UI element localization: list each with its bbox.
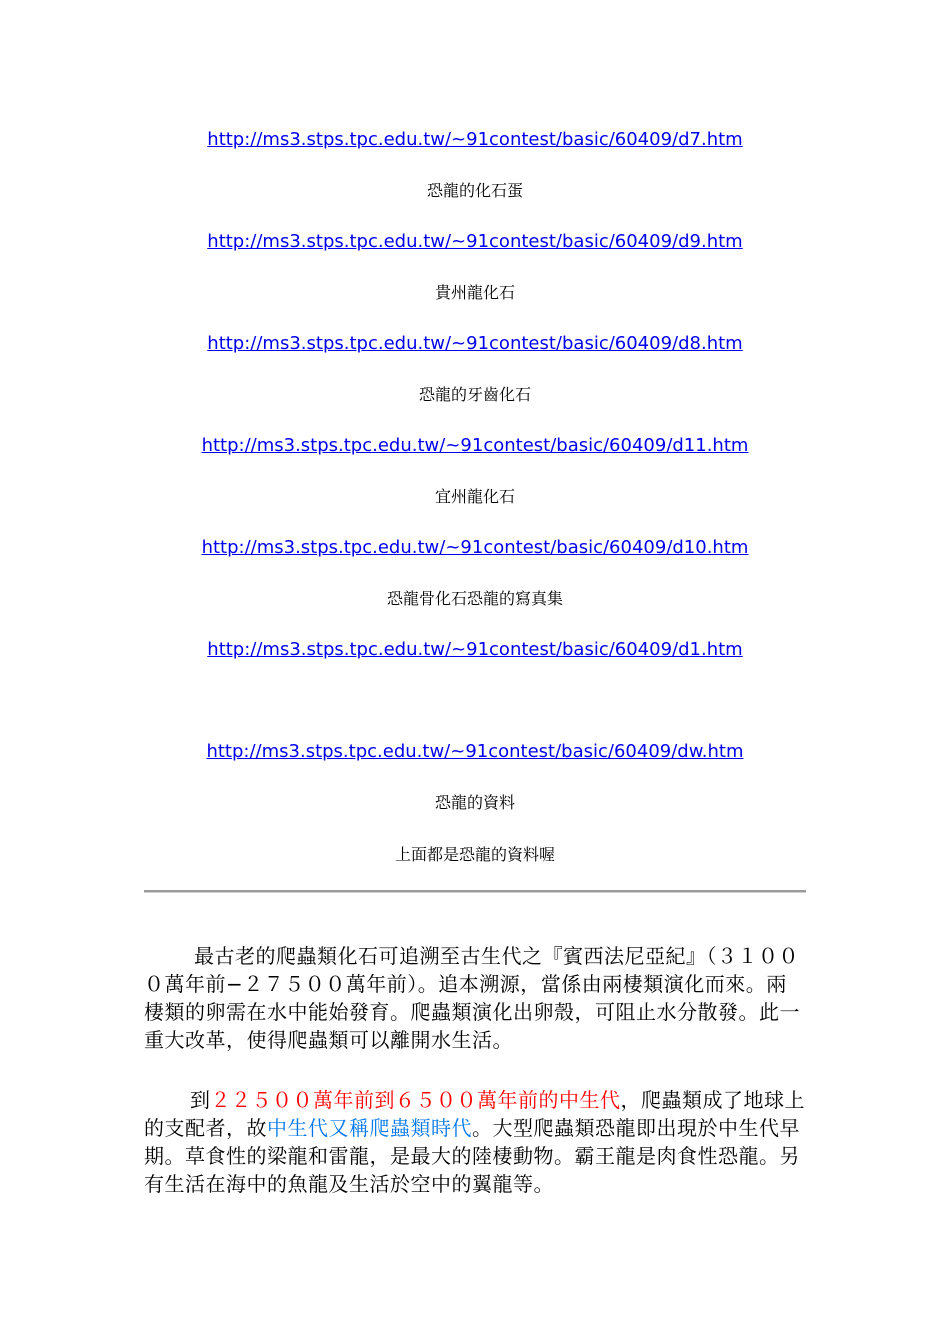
link-row-d11	[0, 434, 950, 458]
para2-highlight-mesozoic-era: ２２５００萬年前到６５００萬年前的中生代	[210, 1088, 621, 1112]
horizontal-rule	[144, 890, 806, 893]
para2-text-2: ，爬蟲類成了地球上的支配者，故	[144, 1088, 805, 1140]
link-d8[interactable]: http://ms3.stps.tpc.edu.tw/~91contest/basic/60409/d8.htm	[207, 333, 743, 354]
link-row-d1	[0, 638, 950, 662]
caption-teeth-fossil: 恐龍的牙齒化石	[418, 385, 531, 404]
caption-yizhou-fossil: 宜州龍化石	[434, 487, 515, 506]
caption-row-d11	[0, 485, 950, 509]
summary-row	[0, 843, 950, 867]
para2-text-1: 到	[190, 1088, 211, 1112]
link-d7[interactable]: http://ms3.stps.tpc.edu.tw/~91contest/basic/60409/d7.htm	[207, 129, 743, 150]
paragraph-mesozoic	[144, 1086, 806, 1198]
caption-row-dw	[0, 791, 950, 815]
caption-row-d9	[0, 281, 950, 305]
para2-text-3: 。大型爬蟲類恐龍即出現於中生代早期。草食性的梁龍和雷龍，是最大的陸棲動物。霸王龍是肉食性恐龍。另有生活在海中的魚龍及生活於空中的翼龍等。	[144, 1116, 800, 1196]
link-row-dw	[0, 740, 950, 764]
caption-row-d7	[0, 179, 950, 203]
link-d11[interactable]: http://ms3.stps.tpc.edu.tw/~91contest/basic/60409/d11.htm	[201, 435, 749, 456]
para2-highlight-reptile-age: 中生代又稱爬蟲類時代	[267, 1116, 472, 1140]
link-row-d9	[0, 230, 950, 254]
link-d9[interactable]: http://ms3.stps.tpc.edu.tw/~91contest/basic/60409/d9.htm	[207, 231, 743, 252]
link-row-d8	[0, 332, 950, 356]
paragraph-reptile-origin: 最古老的爬蟲類化石可追溯至古生代之『賓西法尼亞紀』（３１０００萬年前−２７５００萬年前）。追本溯源，當係由兩棲類演化而來。兩棲類的卵需在水中能始發育。爬蟲類演化出卵殼，可阻止水分散發。此一重大改革，使得爬蟲類可以離開水生活。	[144, 944, 800, 1052]
link-row-d7	[0, 128, 950, 152]
caption-fossil-eggs: 恐龍的化石蛋	[426, 181, 523, 200]
caption-row-d10	[0, 587, 950, 611]
link-dw[interactable]: http://ms3.stps.tpc.edu.tw/~91contest/basic/60409/dw.htm	[206, 741, 744, 762]
summary-note: 上面都是恐龍的資料喔	[394, 845, 555, 864]
caption-row-d8	[0, 383, 950, 407]
link-d1[interactable]: http://ms3.stps.tpc.edu.tw/~91contest/basic/60409/d1.htm	[207, 639, 743, 660]
caption-guizhou-fossil: 貴州龍化石	[434, 283, 515, 302]
caption-bone-fossil-photos: 恐龍骨化石恐龍的寫真集	[386, 589, 563, 608]
link-d10[interactable]: http://ms3.stps.tpc.edu.tw/~91contest/basic/60409/d10.htm	[201, 537, 749, 558]
link-row-d10	[0, 536, 950, 560]
caption-dinosaur-data: 恐龍的資料	[434, 793, 515, 812]
